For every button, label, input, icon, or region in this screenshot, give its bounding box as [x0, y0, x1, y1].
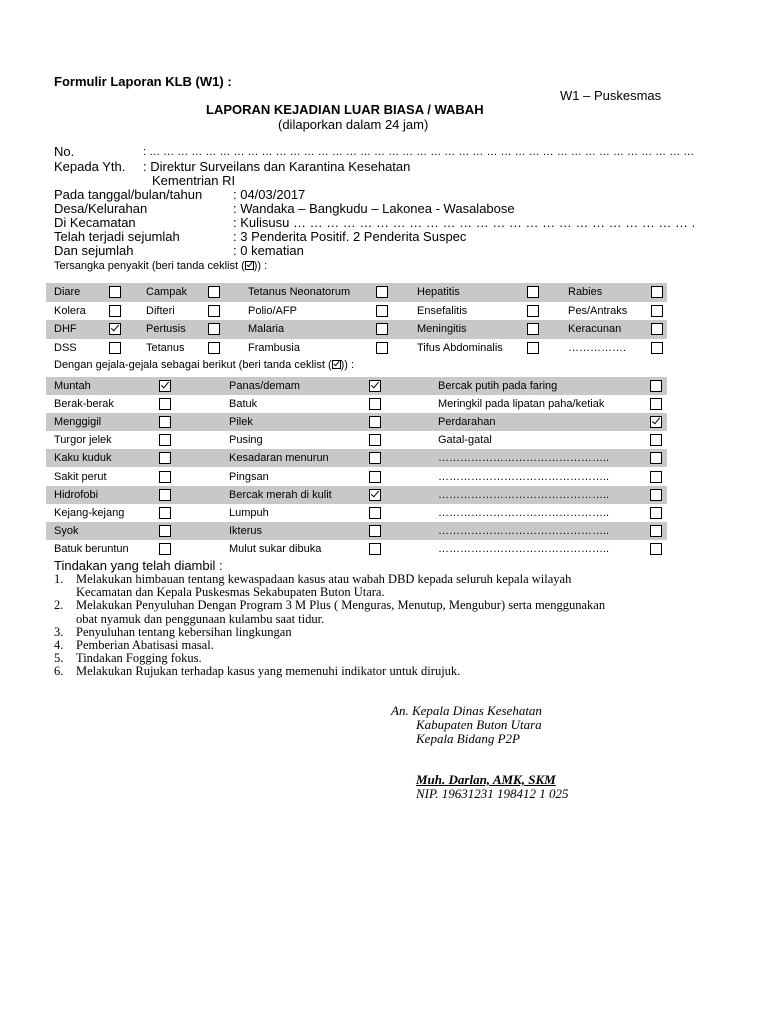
dan-label: Dan sejumlah	[54, 243, 134, 258]
action-text: Kecamatan dan Kepala Puskesmas Sekabupaten Buton Utara.	[76, 585, 385, 600]
no-label: No.	[54, 144, 75, 159]
signatory-name: Muh. Darlan, AMK, SKM	[416, 772, 556, 787]
disease-checkbox[interactable]	[527, 323, 539, 335]
disease-label: Campak	[146, 286, 187, 298]
disease-checkbox[interactable]	[208, 323, 220, 335]
symptom-label: Panas/demam	[229, 380, 300, 392]
symptom-label: Hidrofobi	[54, 488, 99, 501]
tanggal-label: Pada tanggal/bulan/tahun	[54, 187, 203, 202]
symptom-checkbox[interactable]	[369, 434, 381, 446]
kecamatan-value: : Kulisusu … … … … … … … … … … … … … … … … … … … … … … … … .	[233, 215, 696, 230]
disease-label: DHF	[54, 323, 77, 335]
table-row-band	[46, 377, 667, 395]
tanggal-value: : 04/03/2017	[233, 187, 306, 202]
disease-checkbox[interactable]	[376, 323, 388, 335]
symptom-label: ………………………………………..	[438, 452, 610, 465]
action-text: Pemberian Abatisasi masal.	[76, 638, 214, 652]
symptom-label: Pilek	[229, 416, 253, 429]
symptom-label: ………………………………………..	[438, 542, 610, 555]
disease-label: Kolera	[54, 304, 86, 317]
disease-checkbox[interactable]	[208, 305, 220, 317]
action-number: 1.	[54, 572, 64, 586]
disease-label: Tetanus Neonatorum	[248, 286, 351, 298]
symptom-label: Mulut sukar dibuka	[229, 542, 322, 555]
sejumlah-label: Telah terjadi sejumlah	[54, 229, 180, 244]
symptom-label: Bercak merah di kulit	[229, 488, 332, 501]
disease-label: Keracunan	[568, 323, 622, 335]
symptom-checkbox[interactable]	[369, 489, 381, 501]
symptom-checkbox[interactable]	[650, 416, 662, 428]
symptom-checkbox[interactable]	[159, 507, 171, 519]
symptom-label: ………………………………………..	[438, 470, 610, 483]
checkmark-box-icon	[245, 261, 254, 270]
kepada-value-2: Kementrian RI	[152, 173, 236, 188]
action-text: Melakukan Penyuluhan Dengan Program 3 M Plus ( Menguras, Menutup, Mengubur) serta menggunakan	[76, 598, 606, 613]
action-number: 2.	[54, 598, 64, 613]
disease-label: Rabies	[568, 286, 603, 298]
disease-checkbox[interactable]	[651, 286, 663, 298]
gejala-instruction: Dengan gejala-gejala sebagai berikut (beri tanda ceklist ( )) :	[54, 359, 355, 371]
disease-label: Ensefalitis	[417, 304, 468, 317]
disease-checkbox[interactable]	[527, 342, 539, 354]
symptom-checkbox[interactable]	[650, 434, 662, 446]
disease-label: Pertusis	[146, 323, 186, 335]
actions-heading: Tindakan yang telah diambil :	[54, 558, 223, 573]
disease-checkbox[interactable]	[651, 323, 663, 335]
disease-label: Pes/Antraks	[568, 304, 628, 317]
disease-label: …………….	[568, 341, 627, 354]
disease-checkbox[interactable]	[109, 286, 121, 298]
disease-label: Diare	[54, 286, 81, 298]
disease-checkbox[interactable]	[109, 342, 121, 354]
symptom-label: Sakit perut	[54, 470, 107, 483]
symptom-checkbox[interactable]	[159, 416, 171, 428]
desa-label: Desa/Kelurahan	[54, 201, 148, 216]
symptom-checkbox[interactable]	[650, 489, 662, 501]
disease-checkbox[interactable]	[109, 305, 121, 317]
symptom-checkbox[interactable]	[369, 543, 381, 555]
checkmark-box-icon	[332, 360, 341, 369]
disease-label: Polio/AFP	[248, 304, 297, 317]
disease-checkbox[interactable]	[208, 342, 220, 354]
symptom-label: Muntah	[54, 380, 91, 392]
symptom-label: Ikterus	[229, 524, 263, 537]
symptom-label: Bercak putih pada faring	[438, 380, 558, 392]
kepada-label: Kepada Yth.	[54, 159, 126, 174]
symptom-checkbox[interactable]	[650, 452, 662, 464]
symptom-checkbox[interactable]	[159, 452, 171, 464]
disease-checkbox[interactable]	[376, 305, 388, 317]
disease-checkbox[interactable]	[651, 305, 663, 317]
action-number: 3.	[54, 624, 64, 639]
action-text: Melakukan himbauan tentang kewaspadaan kasus atau wabah DBD kepada seluruh kepala wilayah	[76, 572, 572, 586]
disease-label: Malaria	[248, 323, 285, 335]
symptom-label: Kesadaran menurun	[229, 452, 329, 465]
signature-line-2: Kabupaten Buton Utara	[416, 717, 542, 732]
disease-checkbox[interactable]	[527, 305, 539, 317]
kepada-value-1: : Direktur Surveilans dan Karantina Kesehatan	[143, 159, 411, 174]
symptom-checkbox[interactable]	[369, 380, 381, 392]
symptom-checkbox[interactable]	[159, 543, 171, 555]
tersangka-instruction: Tersangka penyakit (beri tanda ceklist ( )) :	[54, 260, 268, 272]
action-text: Tindakan Fogging fokus.	[76, 651, 202, 666]
symptom-label: Turgor jelek	[54, 434, 112, 447]
symptom-label: ………………………………………..	[438, 488, 610, 501]
kecamatan-label: Di Kecamatan	[54, 215, 136, 230]
symptom-checkbox[interactable]	[650, 471, 662, 483]
action-number: 6.	[54, 664, 64, 679]
action-number: 5.	[54, 651, 64, 666]
desa-value: : Wandaka – Bangkudu – Lakonea - Wasalabose	[233, 201, 515, 216]
symptom-checkbox[interactable]	[650, 380, 662, 392]
disease-label: DSS	[54, 341, 77, 354]
symptom-label: Batuk	[229, 398, 258, 411]
symptom-label: Pingsan	[229, 470, 269, 483]
symptom-checkbox[interactable]	[650, 525, 662, 537]
action-text: obat nyamuk dan penggunaan kulambu saat tidur.	[76, 611, 325, 626]
symptom-label: Gatal-gatal	[438, 434, 492, 447]
action-number: 4.	[54, 638, 64, 652]
symptom-label: Kaku kuduk	[54, 452, 112, 465]
symptom-label: Meringkil pada lipatan paha/ketiak	[438, 398, 605, 411]
symptom-checkbox[interactable]	[159, 434, 171, 446]
disease-checkbox[interactable]	[109, 323, 121, 335]
signature-line-3: Kepala Bidang P2P	[416, 731, 520, 746]
disease-checkbox[interactable]	[376, 286, 388, 298]
disease-label: Tifus Abdominalis	[417, 341, 503, 354]
symptom-checkbox[interactable]	[650, 543, 662, 555]
symptom-label: Batuk beruntun	[54, 542, 129, 555]
symptom-checkbox[interactable]	[159, 489, 171, 501]
sejumlah-value: : 3 Penderita Positif. 2 Penderita Suspec	[233, 229, 467, 244]
symptom-label: Lumpuh	[229, 506, 269, 519]
symptom-checkbox[interactable]	[369, 416, 381, 428]
symptom-label: Berak-berak	[54, 398, 114, 411]
disease-label: Difteri	[146, 304, 175, 317]
symptom-checkbox[interactable]	[650, 398, 662, 410]
page-subtitle: (dilaporkan dalam 24 jam)	[278, 117, 429, 132]
disease-label: Hepatitis	[417, 286, 460, 298]
symptom-checkbox[interactable]	[159, 525, 171, 537]
symptom-checkbox[interactable]	[650, 507, 662, 519]
disease-label: Tetanus	[146, 341, 185, 354]
symptom-label: Syok	[54, 524, 79, 537]
dan-value: : 0 kematian	[233, 243, 304, 258]
symptom-checkbox[interactable]	[369, 507, 381, 519]
action-text: Penyuluhan tentang kebersihan lingkungan	[76, 624, 292, 639]
action-text: Melakukan Rujukan terhadap kasus yang memenuhi indikator untuk dirujuk.	[76, 664, 461, 679]
page-title: LAPORAN KEJADIAN LUAR BIASA / WABAH	[206, 102, 484, 117]
disease-checkbox[interactable]	[527, 286, 539, 298]
symptom-label: Pusing	[229, 434, 263, 447]
symptom-checkbox[interactable]	[369, 398, 381, 410]
disease-checkbox[interactable]	[376, 342, 388, 354]
form-title: Formulir Laporan KLB (W1) :	[54, 74, 232, 89]
disease-checkbox[interactable]	[208, 286, 220, 298]
disease-checkbox[interactable]	[651, 342, 663, 354]
symptom-label: ………………………………………..	[438, 506, 610, 519]
disease-label: Meningitis	[417, 323, 467, 335]
symptom-checkbox[interactable]	[159, 471, 171, 483]
signatory-nip: NIP. 19631231 198412 1 025	[416, 786, 569, 801]
symptom-label: Perdarahan	[438, 416, 496, 429]
symptom-checkbox[interactable]	[369, 471, 381, 483]
table-row-band	[46, 413, 667, 431]
symptom-checkbox[interactable]	[159, 398, 171, 410]
signature-line-1: An. Kepala Dinas Kesehatan	[391, 703, 542, 718]
disease-label: Frambusia	[248, 341, 300, 354]
form-code: W1 – Puskesmas	[560, 88, 662, 103]
symptom-checkbox[interactable]	[159, 380, 171, 392]
symptom-label: ………………………………………..	[438, 524, 610, 537]
symptom-label: Menggigil	[54, 416, 102, 429]
symptom-label: Kejang-kejang	[54, 506, 125, 519]
symptom-checkbox[interactable]	[369, 452, 381, 464]
symptom-checkbox[interactable]	[369, 525, 381, 537]
no-value: : … … … … … … … … … … … … … … … … … … … … … … … … … … … … … … … … … … … … … … …	[143, 146, 695, 158]
